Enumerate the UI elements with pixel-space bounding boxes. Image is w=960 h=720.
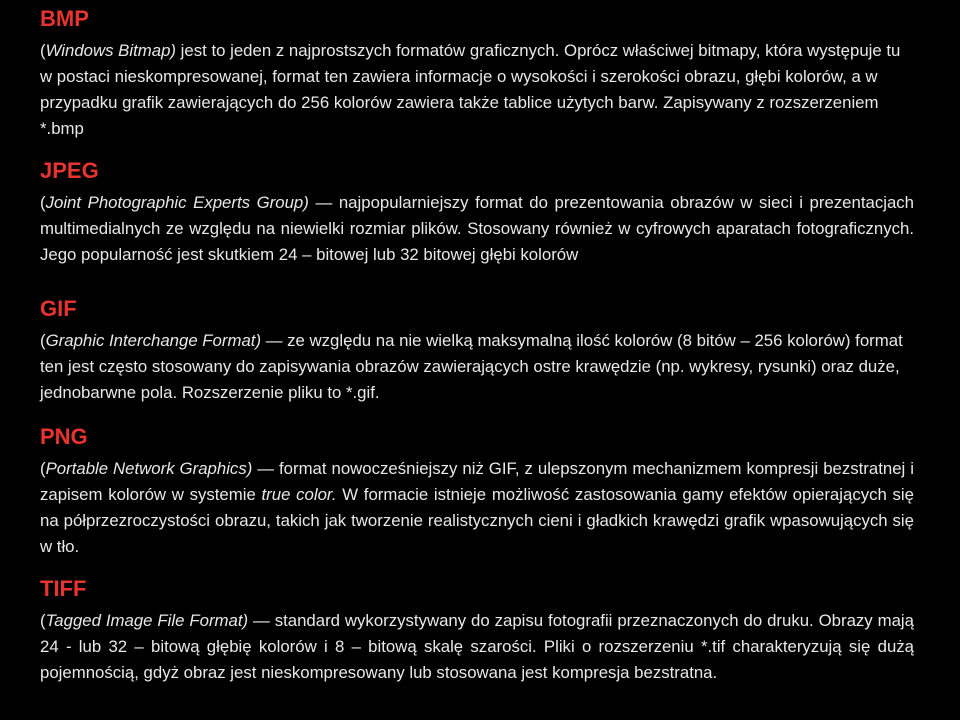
section-body-tiff bbox=[40, 608, 914, 686]
format-description-part1: — format nowocześniejszy niż GIF, z ulepszonym mechanizmem kompresji bezstratnej i zapisem kolorów w systemie bbox=[40, 459, 914, 504]
format-name-prefix: ( bbox=[40, 193, 46, 212]
format-full-name: Portable Network Graphics) bbox=[45, 459, 253, 478]
format-description: — standard wykorzystywany do zapisu fotografii przeznaczonych do druku. Obrazy mają 24 - lub 32 – bitową głębię kolorów i 8 – bitową skalę szarości. Pliki o rozszerzeniu *.tif charakteryzują się dużą pojemnością, gdyż obraz jest nieskompresowany lub stosowana jest kompresja bezstratna. bbox=[40, 611, 914, 682]
section-jpeg bbox=[40, 158, 914, 296]
section-title-png: PNG bbox=[40, 424, 88, 449]
section-body-jpeg bbox=[40, 190, 914, 268]
section-tiff bbox=[40, 576, 914, 716]
section-body-bmp bbox=[40, 38, 914, 142]
format-name-prefix: ( bbox=[40, 611, 46, 630]
format-full-name: Windows Bitmap) bbox=[45, 41, 177, 60]
slide-content bbox=[40, 6, 914, 716]
format-description: jest to jeden z najprostszych formatów graficznych. Oprócz właściwej bitmapy, która występuje tu w postaci nieskompresowanej, format ten zawiera informacje o wysokości i szerokości obrazu, głębi kolorów, a w przypadku grafik zawierających do 256 kolorów zawiera także tablice użytych barw. Zapisywany z rozszerzeniem *.bmp bbox=[40, 41, 901, 138]
section-png bbox=[40, 424, 914, 576]
format-description-part2: W formacie istnieje możliwość zastosowania gamy efektów opierających się na półprzezroczystości obrazu, takich jak tworzenie realistycznych cieni i gładkich krawędzi grafik wpasowujących się w tło. bbox=[40, 485, 914, 556]
format-full-name: Graphic Interchange Format) bbox=[45, 331, 262, 350]
section-title-tiff: TIFF bbox=[40, 576, 87, 601]
format-full-name: Tagged Image File Format) bbox=[45, 611, 249, 630]
format-description-italic: true color. bbox=[261, 485, 337, 504]
section-gif bbox=[40, 296, 914, 424]
section-body-gif bbox=[40, 328, 914, 406]
format-description: — ze względu na nie wielką maksymalną ilość kolorów (8 bitów – 256 kolorów) format ten jest często stosowany do zapisywania obrazów zawierających ostre krawędzie (np. wykresy, rysunki) oraz duże, jednobarwne pola. Rozszerzenie pliku to *.gif. bbox=[40, 331, 903, 402]
section-title-bmp: BMP bbox=[40, 6, 89, 31]
format-name-prefix: ( bbox=[40, 41, 46, 60]
format-name-prefix: ( bbox=[40, 331, 46, 350]
format-description: — najpopularniejszy format do prezentowania obrazów w sieci i prezentacjach multimedialnych ze względu na niewielki rozmiar plików. Stosowany również w cyfrowych aparatach fotograficznych. Jego popularność jest skutkiem 24 – bitowej lub 32 bitowej głębi kolorów bbox=[40, 193, 915, 264]
section-title-gif: GIF bbox=[40, 296, 77, 321]
section-title-jpeg: JPEG bbox=[40, 158, 99, 183]
format-full-name: Joint Photographic Experts Group) bbox=[45, 193, 309, 212]
section-bmp bbox=[40, 6, 914, 158]
section-body-png bbox=[40, 456, 914, 560]
format-name-prefix: ( bbox=[40, 459, 46, 478]
